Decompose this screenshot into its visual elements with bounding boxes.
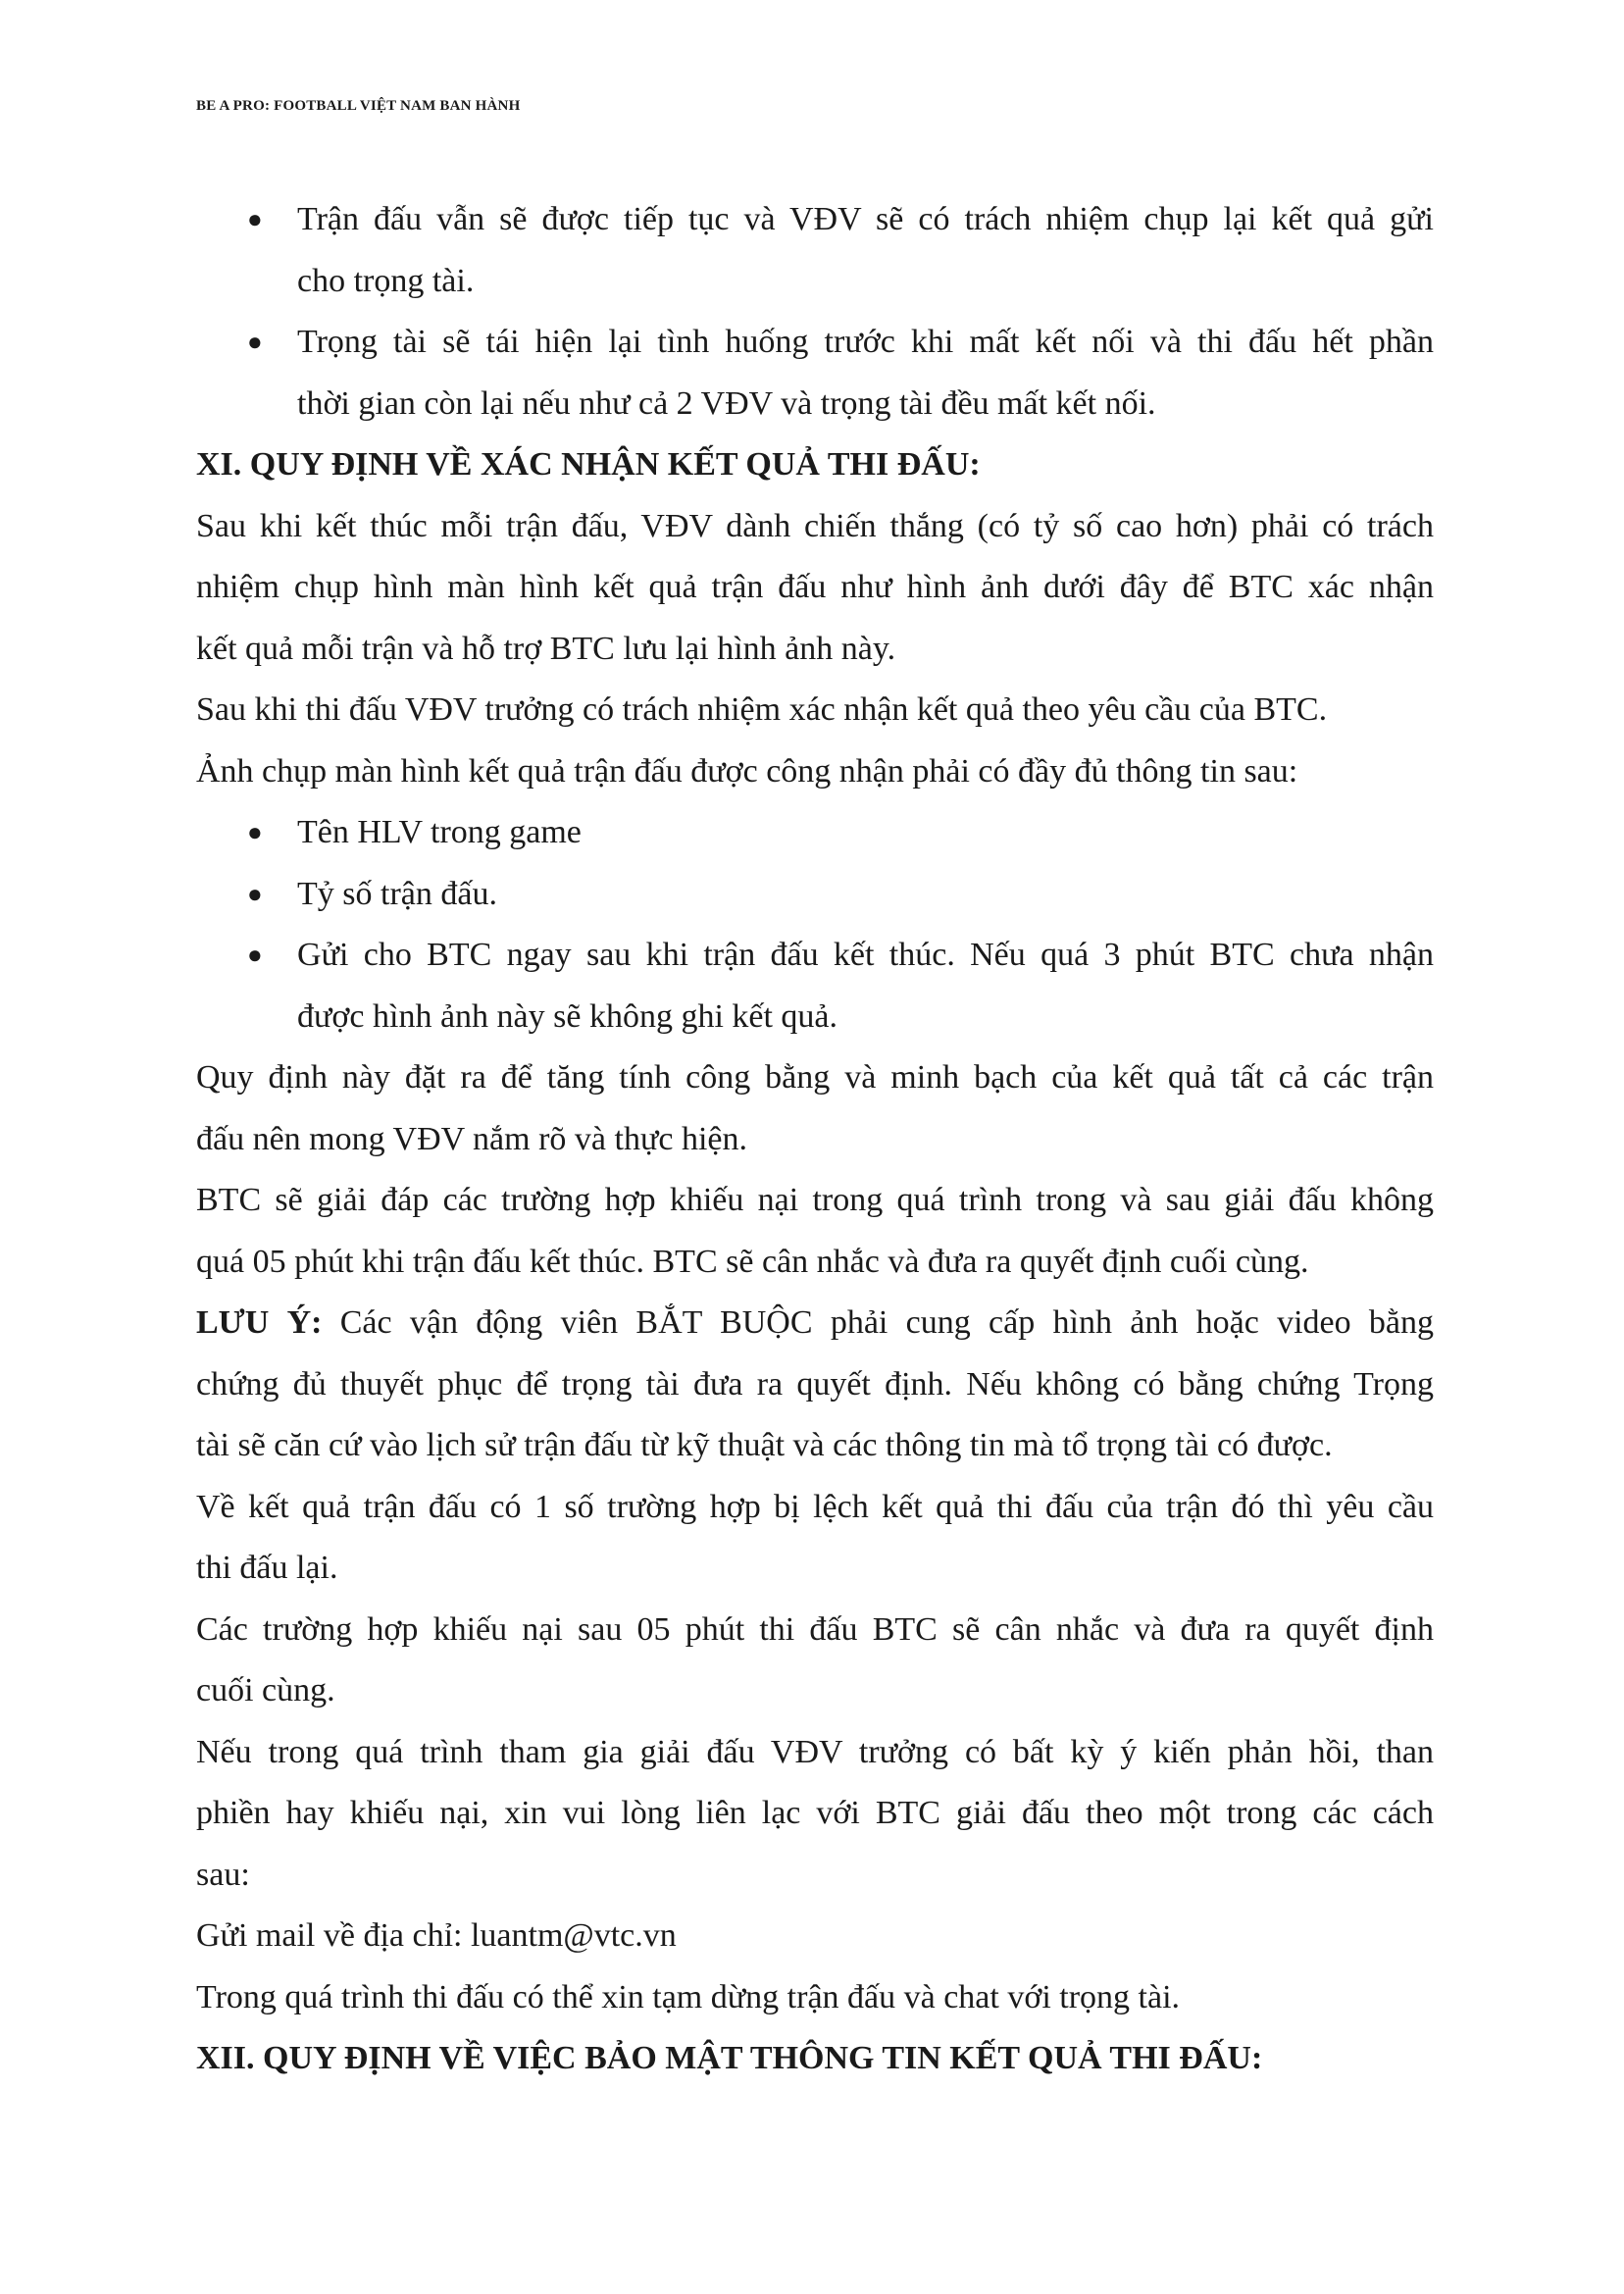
paragraph-line: kết quả mỗi trận và hỗ trợ BTC lưu lại hình ảnh này. [196, 630, 896, 667]
bullet-icon: ● [247, 205, 263, 233]
list-item-text: Tỷ số trận đấu. [297, 875, 497, 912]
paragraph-line: Trong quá trình thi đấu có thể xin tạm dừng trận đấu và chat với trọng tài. [196, 1978, 1181, 2015]
paragraph-line: Ảnh chụp màn hình kết quả trận đấu được công nhận phải có đầy đủ thông tin sau: [196, 752, 1298, 790]
paragraph-line: phiền hay khiếu nại, xin vui lòng liên lạc với BTC giải đấu theo một trong các cách [196, 1795, 1434, 1831]
list-item [196, 864, 1434, 926]
list-item [196, 189, 1434, 251]
list-item-continuation: thời gian còn lại nếu như cả 2 VĐV và trọng tài đều mất kết nối. [297, 384, 1156, 422]
bullet-icon: ● [247, 879, 263, 908]
section-heading-xi: XI. QUY ĐỊNH VỀ XÁC NHẬN KẾT QUẢ THI ĐẤU: [196, 446, 981, 483]
contact-email-line: Gửi mail về địa chỉ: luantm@vtc.vn [196, 1917, 677, 1954]
paragraph-line: chứng đủ thuyết phục để trọng tài đưa ra quyết định. Nếu không có bằng chứng Trọng [196, 1365, 1434, 1402]
paragraph-line: nhiệm chụp hình màn hình kết quả trận đấu như hình ảnh dưới đây để BTC xác nhận [196, 569, 1434, 605]
section-heading-xii: XII. QUY ĐỊNH VỀ VIỆC BẢO MẬT THÔNG TIN KẾT QUẢ THI ĐẤU: [196, 2040, 1263, 2076]
note-line [196, 1293, 1434, 1354]
paragraph-line: thi đấu lại. [196, 1550, 338, 1586]
bullet-icon: ● [247, 328, 263, 356]
paragraph-line: Nếu trong quá trình tham gia giải đấu VĐV trưởng có bất kỳ ý kiến phản hồi, than [196, 1733, 1434, 1770]
paragraph-line: quá 05 phút khi trận đấu kết thúc. BTC sẽ cân nhắc và đưa ra quyết định cuối cùng. [196, 1243, 1309, 1280]
bullet-icon: ● [247, 941, 263, 969]
list-item-continuation: được hình ảnh này sẽ không ghi kết quả. [297, 997, 838, 1035]
paragraph-line: tài sẽ căn cứ vào lịch sử trận đấu từ kỹ thuật và các thông tin mà tổ trọng tài có được. [196, 1427, 1333, 1463]
page-header: BE A PRO: FOOTBALL VIỆT NAM BAN HÀNH [196, 98, 521, 114]
list-item-continuation: cho trọng tài. [297, 262, 475, 299]
list-item-text: Gửi cho BTC ngay sau khi trận đấu kết thúc. Nếu quá 3 phút BTC chưa nhận [297, 937, 1434, 973]
paragraph-line: BTC sẽ giải đáp các trường hợp khiếu nại trong quá trình trong và sau giải đấu không [196, 1182, 1434, 1218]
paragraph-line: cuối cùng. [196, 1672, 335, 1708]
note-label: LƯU Ý: [196, 1304, 323, 1341]
list-item-text: Tên HLV trong game [297, 814, 582, 850]
list-item [196, 802, 1434, 864]
list-item [196, 312, 1434, 374]
paragraph-line: Về kết quả trận đấu có 1 số trường hợp bị lệch kết quả thi đấu của trận đó thì yêu cầu [196, 1488, 1434, 1525]
paragraph-line: sau: [196, 1856, 250, 1893]
list-item [196, 925, 1434, 987]
note-text: Các vận động viên BẮT BUỘC phải cung cấp hình ảnh hoặc video bằng [322, 1304, 1435, 1341]
list-item-text: Trận đấu vẫn sẽ được tiếp tục và VĐV sẽ có trách nhiệm chụp lại kết quả gửi [297, 201, 1434, 237]
paragraph-line: Quy định này đặt ra để tăng tính công bằng và minh bạch của kết quả tất cả các trận [196, 1059, 1434, 1096]
paragraph-line: Các trường hợp khiếu nại sau 05 phút thi đấu BTC sẽ cân nhắc và đưa ra quyết định [196, 1610, 1434, 1648]
paragraph-line: Sau khi thi đấu VĐV trưởng có trách nhiệm xác nhận kết quả theo yêu cầu của BTC. [196, 691, 1328, 728]
paragraph-line: Sau khi kết thúc mỗi trận đấu, VĐV dành chiến thắng (có tỷ số cao hơn) phải có trách [196, 507, 1434, 544]
list-item-text: Trọng tài sẽ tái hiện lại tình huống trước khi mất kết nối và thi đấu hết phần [297, 324, 1434, 360]
bullet-icon: ● [247, 818, 263, 846]
document-body [196, 189, 1434, 2090]
paragraph-line: đấu nên mong VĐV nắm rõ và thực hiện. [196, 1120, 748, 1157]
